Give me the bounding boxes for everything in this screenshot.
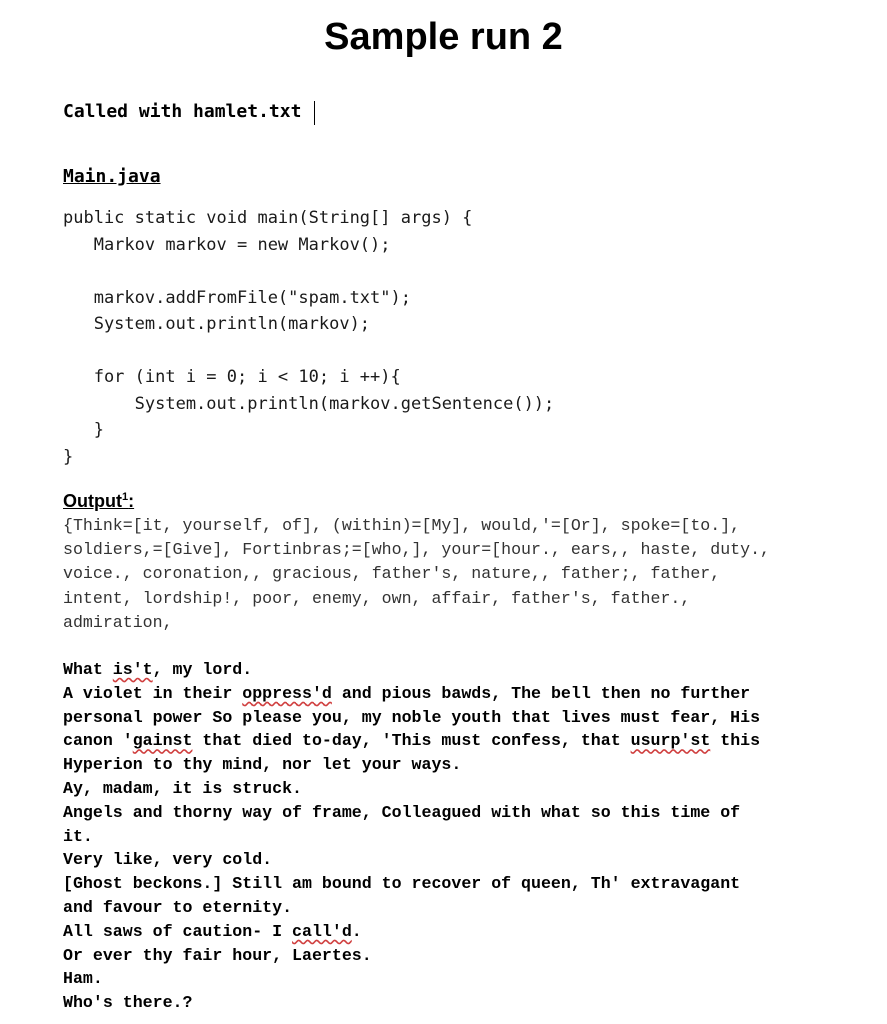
sentence-line: Who's there.? [63,993,193,1013]
sentence-line: Or ever thy fair hour, Laertes. [63,945,372,965]
sentence-line [63,682,863,706]
sentence-text: and pious bawds, The bell then no further [331,683,751,703]
generated-sentences [63,658,863,1015]
map-output-line: intent, lordship!, poor, enemy, own, affair, father's, father., [63,588,691,608]
map-output-line: voice., coronation,, gracious, father's, nature,, father;, father, [63,564,721,584]
code-line: public static void main(String[] args) { [63,208,473,228]
sentence-line: personal power So please you, my noble youth that lives must fear, His [63,707,761,727]
code-line [63,258,554,285]
output-heading-colon: : [128,491,135,511]
sentence-text: canon ' [63,731,133,751]
sentence-line [63,658,863,682]
called-with-line: Called with hamlet.txt [63,101,302,122]
output-heading [63,491,134,512]
sentence-text: What [63,660,113,679]
main-java-heading: Main.java [63,166,161,187]
sentence-line: Angels and thorny way of frame, Colleagued with what so this time of [63,802,741,822]
page-title: Sample run 2 [324,16,563,58]
spellcheck-word: gainst [132,731,193,751]
code-line: for (int i = 0; i < 10; i ++){ [63,367,401,387]
map-output-line: admiration, [63,612,173,632]
code-line: System.out.println(markov); [63,314,371,334]
sentence-line: [Ghost beckons.] Still am bound to recover of queen, Th' extravagant [63,874,741,894]
output-footnote-marker: 1 [121,491,129,503]
sentence-text: All saws of caution- I [63,921,293,941]
sentence-line [63,729,863,753]
sentence-text: that died to-day, 'This must confess, that [192,731,631,751]
sentence-line: Ay, madam, it is struck. [63,778,302,798]
sentence-line: Ham. [63,969,103,989]
code-line: System.out.println(markov.getSentence()); [63,393,555,414]
code-line [63,338,554,365]
spellcheck-word: is't [112,660,153,679]
text-cursor [314,101,315,125]
code-block [63,205,554,470]
markov-map-output [63,514,863,635]
sentence-text: , my lord. [152,660,253,679]
spellcheck-word: call'd [292,921,352,941]
sentence-text: A violet in their [63,683,243,703]
sentence-line: and favour to eternity. [63,897,293,917]
spellcheck-word: oppress'd [242,683,332,703]
map-output-line: {Think=[it, yourself, of], (within)=[My], would,'=[Or], spoke=[to.], [63,516,741,535]
code-line: } [63,446,74,467]
spellcheck-word: usurp'st [630,731,711,751]
code-line: } [63,420,104,440]
sentence-line: it. [63,826,93,846]
output-heading-text: Output [63,491,122,511]
sentence-line [63,920,863,944]
code-line: Markov markov = new Markov(); [63,234,391,255]
sentence-line: Hyperion to thy mind, nor let your ways. [63,755,462,775]
sentence-text: . [351,921,362,941]
code-line: markov.addFromFile("spam.txt"); [63,287,411,308]
sentence-line: Very like, very cold. [63,850,273,870]
sentence-text: this [710,731,761,751]
map-output-line: soldiers,=[Give], Fortinbras;=[who,], your=[hour., ears,, haste, duty., [63,540,771,560]
